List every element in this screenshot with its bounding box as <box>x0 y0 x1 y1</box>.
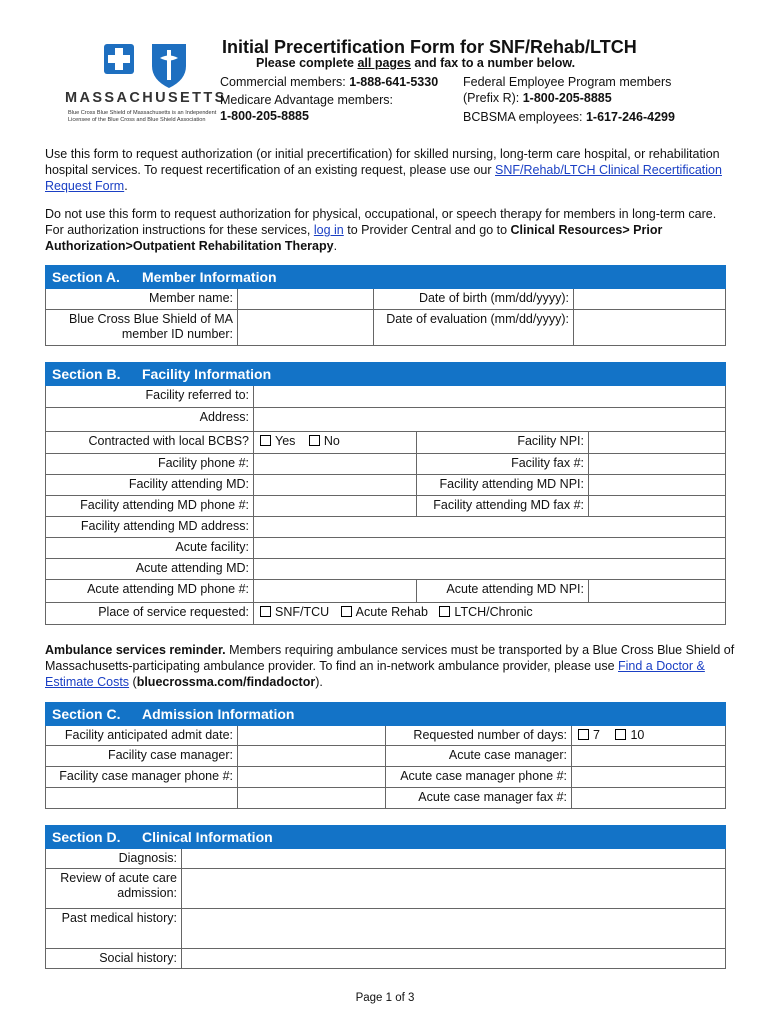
attending-md-npi-label: Facility attending MD NPI: <box>417 475 589 496</box>
place-of-service-options: SNF/TCU Acute Rehab LTCH/Chronic <box>254 603 726 625</box>
section-d-header: Section D. Clinical Information <box>46 826 726 849</box>
cross-shield-icon <box>102 42 192 90</box>
section-b-header: Section B. Facility Information <box>46 363 726 386</box>
eval-date-label: Date of evaluation (mm/dd/yyyy): <box>374 310 574 346</box>
fax-numbers-left: Commercial members: 1-888-641-5330 Medicare Advantage members: 1-800-205-8885 <box>220 75 439 123</box>
acute-case-manager-label: Acute case manager: <box>386 746 572 767</box>
attending-md-address-label: Facility attending MD address: <box>46 517 254 538</box>
attending-md-fax-field[interactable] <box>589 496 726 517</box>
case-manager-phone-field[interactable] <box>238 767 386 788</box>
attending-md-address-field[interactable] <box>254 517 726 538</box>
intro-paragraph-1: Use this form to request authorization (or initial precertification) for skilled nursing, long-term care hospital, or rehabilitation hospital services. To request recertification of an existing request, please use our SNF/Rehab/LTCH Clinical Recertification Request Form. <box>45 147 722 193</box>
case-manager-field[interactable] <box>238 746 386 767</box>
section-d-table <box>45 825 726 969</box>
contracted-yes-checkbox[interactable] <box>260 435 271 446</box>
case-manager-label: Facility case manager: <box>46 746 238 767</box>
section-c-table <box>45 702 726 809</box>
empty-cell <box>46 788 238 809</box>
attending-md-label: Facility attending MD: <box>46 475 254 496</box>
facility-phone-field[interactable] <box>254 454 417 475</box>
place-of-service-label: Place of service requested: <box>46 603 254 625</box>
acute-md-label: Acute attending MD: <box>46 559 254 580</box>
acute-facility-field[interactable] <box>254 538 726 559</box>
social-history-label: Social history: <box>46 949 182 969</box>
diagnosis-label: Diagnosis: <box>46 849 182 869</box>
attending-md-phone-field[interactable] <box>254 496 417 517</box>
requested-days-options: 7 10 <box>572 726 726 746</box>
form-title: Initial Precertification Form for SNF/Rehab/LTCH <box>222 37 637 57</box>
ambulance-reminder: Ambulance services reminder. Members requiring ambulance services must be transported by a Blue Cross Blue Shield of Massachusetts-participating ambulance provider. To find an in-network ambulance provider, please use Find a Doctor & Estimate Costs (bluecrossma.com/findadoctor). <box>45 643 735 689</box>
section-c-header: Section C. Admission Information <box>46 703 726 726</box>
review-acute-field[interactable] <box>182 869 726 909</box>
attending-md-phone-label: Facility attending MD phone #: <box>46 496 254 517</box>
facility-fax-label: Facility fax #: <box>417 454 589 475</box>
empty-cell <box>238 788 386 809</box>
acute-md-phone-label: Acute attending MD phone #: <box>46 580 254 603</box>
login-link[interactable]: log in <box>313 223 344 237</box>
facility-npi-field[interactable] <box>589 432 726 454</box>
page-number: Page 1 of 3 <box>355 992 415 1004</box>
admit-date-field[interactable] <box>238 726 386 746</box>
facility-referred-label: Facility referred to: <box>46 386 254 408</box>
past-medical-history-label: Past medical history: <box>46 909 182 949</box>
attending-md-field[interactable] <box>254 475 417 496</box>
acute-case-fax-label: Acute case manager fax #: <box>386 788 572 809</box>
find-a-doctor-link[interactable]: Find a Doctor & Estimate Costs <box>45 659 705 689</box>
acute-case-manager-field[interactable] <box>572 746 726 767</box>
days-7-checkbox[interactable] <box>578 729 589 740</box>
review-acute-label: Review of acute care admission: <box>46 869 182 909</box>
dob-field[interactable] <box>574 289 726 310</box>
ltch-chronic-checkbox[interactable] <box>439 606 450 617</box>
section-b-table <box>45 362 726 625</box>
facility-phone-label: Facility phone #: <box>46 454 254 475</box>
section-a-header: Section A. Member Information <box>46 266 726 289</box>
section-a-table <box>45 265 726 346</box>
social-history-field[interactable] <box>182 949 726 969</box>
acute-case-phone-field[interactable] <box>572 767 726 788</box>
admit-date-label: Facility anticipated admit date: <box>46 726 238 746</box>
attending-md-fax-label: Facility attending MD fax #: <box>417 496 589 517</box>
member-id-label: Blue Cross Blue Shield of MA member ID number: <box>46 310 238 346</box>
facility-fax-field[interactable] <box>589 454 726 475</box>
diagnosis-field[interactable] <box>182 849 726 869</box>
acute-md-field[interactable] <box>254 559 726 580</box>
facility-npi-label: Facility NPI: <box>417 432 589 454</box>
fax-numbers-right: Federal Employee Program members (Prefix R): 1-800-205-8885 BCBSMA employees: 1-617-246-4299 <box>463 75 675 124</box>
member-name-label: Member name: <box>46 289 238 310</box>
brand-wordmark: MASSACHUSETTS <box>65 90 227 106</box>
acute-case-phone-label: Acute case manager phone #: <box>386 767 572 788</box>
form-subtitle: Please complete all pages and fax to a number below. <box>256 56 576 70</box>
intro-paragraph-2: Do not use this form to request authorization for physical, occupational, or speech therapy for members in long-term care. For authorization instructions for these services, log in to Provider Central and go to Clinical Resources> Prior Authorization>Outpatient Rehabilitation Therapy. <box>45 207 717 253</box>
acute-rehab-checkbox[interactable] <box>341 606 352 617</box>
acute-md-npi-label: Acute attending MD NPI: <box>417 580 589 603</box>
eval-date-field[interactable] <box>574 310 726 346</box>
acute-md-npi-field[interactable] <box>589 580 726 603</box>
contracted-options: Yes No <box>254 432 417 454</box>
bcbs-logo <box>60 40 227 130</box>
acute-facility-label: Acute facility: <box>46 538 254 559</box>
address-label: Address: <box>46 408 254 432</box>
acute-md-phone-field[interactable] <box>254 580 417 603</box>
contracted-label: Contracted with local BCBS? <box>46 432 254 454</box>
member-id-field[interactable] <box>238 310 374 346</box>
facility-referred-field[interactable] <box>254 386 726 408</box>
requested-days-label: Requested number of days: <box>386 726 572 746</box>
address-field[interactable] <box>254 408 726 432</box>
past-medical-history-field[interactable] <box>182 909 726 949</box>
acute-case-fax-field[interactable] <box>572 788 726 809</box>
dob-label: Date of birth (mm/dd/yyyy): <box>374 289 574 310</box>
brand-disclaimer: Blue Cross Blue Shield of Massachusetts is an Independent Licensee of the Blue Cross and Blue Shield Association <box>68 110 217 123</box>
days-10-checkbox[interactable] <box>615 729 626 740</box>
attending-md-npi-field[interactable] <box>589 475 726 496</box>
member-name-field[interactable] <box>238 289 374 310</box>
case-manager-phone-label: Facility case manager phone #: <box>46 767 238 788</box>
contracted-no-checkbox[interactable] <box>309 435 320 446</box>
snf-tcu-checkbox[interactable] <box>260 606 271 617</box>
recert-form-link[interactable]: SNF/Rehab/LTCH Clinical Recertification Request Form <box>45 163 722 193</box>
